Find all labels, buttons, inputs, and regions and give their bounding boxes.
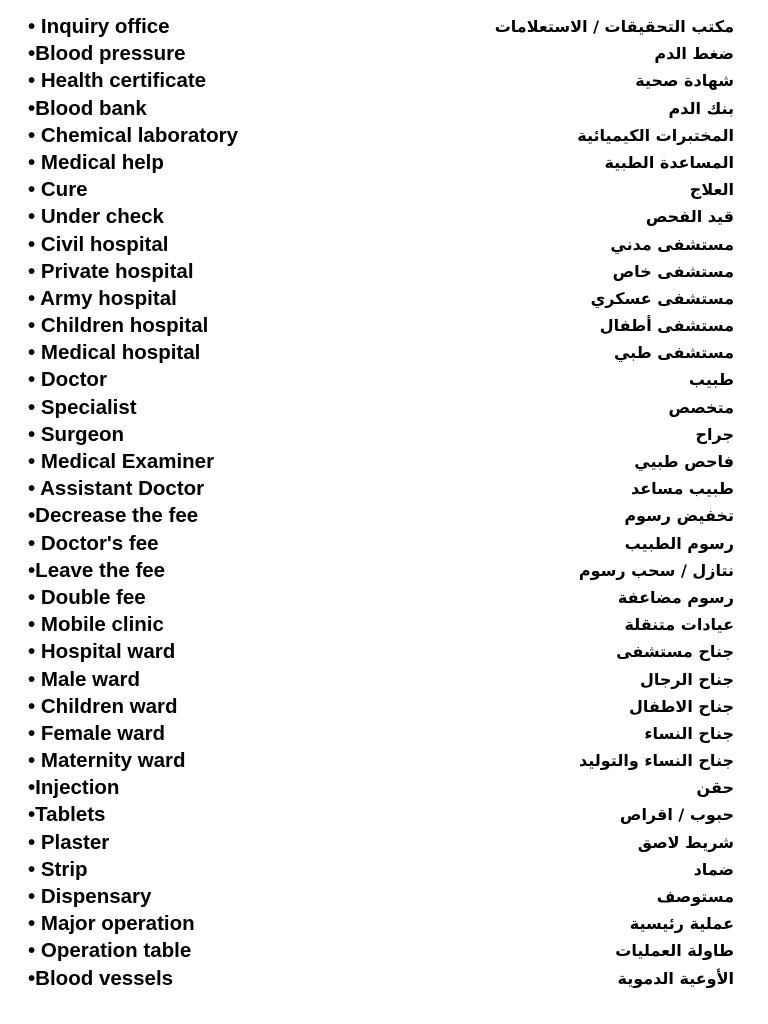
english-term: • Chemical laboratory <box>28 123 238 147</box>
english-term: • Strip <box>28 857 88 881</box>
arabic-term: طبيب مساعد <box>630 479 734 499</box>
english-term: • Inquiry office <box>28 15 170 38</box>
vocabulary-row <box>0 584 768 611</box>
arabic-term: شهادة صحية <box>635 71 734 91</box>
vocabulary-row <box>0 910 768 937</box>
english-term: • Doctor's fee <box>28 531 159 555</box>
arabic-term: نتازل / سحب رسوم <box>578 560 734 580</box>
vocabulary-row <box>0 285 768 312</box>
arabic-term: متخصص <box>668 397 734 417</box>
vocabulary-row <box>0 122 768 149</box>
arabic-term: شريط لاصق <box>637 832 734 852</box>
arabic-term: ضماد <box>693 859 734 879</box>
arabic-term: جناح النساء والتوليد <box>578 751 734 771</box>
vocabulary-row <box>0 965 768 992</box>
arabic-term: مكتب التحقيقات / الاستعلامات <box>494 17 734 36</box>
vocabulary-row <box>0 421 768 448</box>
english-term: • Dispensary <box>28 885 152 908</box>
english-term: • Under check <box>28 205 164 229</box>
english-term: • Surgeon <box>28 422 125 446</box>
vocabulary-row <box>0 67 768 94</box>
vocabulary-row <box>0 203 768 230</box>
vocabulary-row <box>0 231 768 258</box>
vocabulary-row <box>0 720 768 747</box>
arabic-term: جراح <box>695 424 734 444</box>
english-term: • Army hospital <box>28 286 177 310</box>
arabic-term: طبيب <box>688 370 734 390</box>
arabic-term: ضغط الدم <box>654 44 734 64</box>
vocabulary-row <box>0 149 768 176</box>
english-term: •Tablets <box>28 803 106 827</box>
arabic-term: المختبرات الكيميائية <box>577 125 734 145</box>
vocabulary-row <box>0 937 768 964</box>
vocabulary-row <box>0 176 768 203</box>
english-term: • Operation table <box>28 939 192 963</box>
arabic-term: رسوم مضاعفة <box>617 587 734 607</box>
english-term: • Children ward <box>28 694 178 718</box>
vocabulary-row <box>0 611 768 638</box>
vocabulary-row <box>0 339 768 366</box>
english-term: • Major operation <box>28 912 195 936</box>
vocabulary-row <box>0 693 768 720</box>
vocabulary-row <box>0 638 768 665</box>
english-term: •Leave the fee <box>28 558 166 582</box>
arabic-term: عيادات متنقلة <box>624 615 734 635</box>
english-term: •Decrease the fee <box>28 504 199 528</box>
arabic-term: حقن <box>696 778 734 798</box>
english-term: •Blood pressure <box>28 42 186 66</box>
arabic-term: الأوعية الدموية <box>617 968 734 988</box>
arabic-term: مستشفى طبي <box>613 343 734 363</box>
english-term: • Children hospital <box>28 314 209 338</box>
english-term: • Female ward <box>28 721 166 745</box>
vocabulary-row <box>0 747 768 774</box>
vocabulary-row <box>0 530 768 557</box>
vocabulary-row <box>0 502 768 529</box>
vocabulary-row <box>0 883 768 910</box>
arabic-term: جناح مستشفى <box>616 642 734 662</box>
english-term: •Blood bank <box>28 96 147 120</box>
english-term: • Maternity ward <box>28 749 186 773</box>
vocabulary-row <box>0 856 768 883</box>
arabic-term: مستشفى أطفال <box>599 316 734 336</box>
vocabulary-row <box>0 557 768 584</box>
arabic-term: جناح الاطفال <box>628 696 734 716</box>
english-term: •Injection <box>28 776 120 800</box>
vocabulary-row <box>0 666 768 693</box>
vocabulary-row <box>0 366 768 393</box>
english-term: • Private hospital <box>28 259 194 283</box>
english-term: • Medical hospital <box>28 341 201 365</box>
arabic-term: المساعدة الطبية <box>604 152 734 172</box>
english-term: • Mobile clinic <box>28 613 164 637</box>
arabic-term: فاحص طبيي <box>634 452 734 471</box>
english-term: •Blood vessels <box>28 966 174 990</box>
arabic-term: تخفيض رسوم <box>624 506 734 526</box>
english-term: • Male ward <box>28 667 140 691</box>
arabic-term: طاولة العمليات <box>615 941 734 961</box>
arabic-term: حبوب / اقراص <box>619 805 734 825</box>
english-term: • Medical Examiner <box>28 450 215 473</box>
english-term: • Cure <box>28 178 88 202</box>
english-term: • Plaster <box>28 830 110 854</box>
vocabulary-list <box>0 13 768 992</box>
arabic-term: العلاج <box>689 180 734 200</box>
vocabulary-row <box>0 13 768 40</box>
vocabulary-row <box>0 40 768 67</box>
arabic-term: قيد الفحص <box>645 207 734 227</box>
arabic-term: مستشفى خاص <box>612 261 734 281</box>
vocabulary-row <box>0 95 768 122</box>
english-term: • Civil hospital <box>28 232 169 256</box>
arabic-term: مستوصف <box>656 887 734 906</box>
vocabulary-row <box>0 448 768 475</box>
vocabulary-row <box>0 801 768 828</box>
english-term: • Hospital ward <box>28 640 176 664</box>
vocabulary-row <box>0 394 768 421</box>
arabic-term: رسوم الطبيب <box>624 533 734 553</box>
english-term: • Medical help <box>28 150 164 174</box>
english-term: • Health certificate <box>28 69 207 93</box>
arabic-term: جناح النساء <box>644 723 734 743</box>
arabic-term: جناح الرجال <box>639 669 734 689</box>
arabic-term: عملية رئيسية <box>629 914 734 934</box>
arabic-term: مستشفى مدني <box>610 234 734 254</box>
english-term: • Assistant Doctor <box>28 477 205 501</box>
english-term: • Double fee <box>28 585 146 609</box>
vocabulary-row <box>0 774 768 801</box>
vocabulary-row <box>0 312 768 339</box>
english-term: • Doctor <box>28 368 107 392</box>
vocabulary-row <box>0 475 768 502</box>
vocabulary-row <box>0 829 768 856</box>
arabic-term: بنك الدم <box>668 98 734 118</box>
vocabulary-row <box>0 258 768 285</box>
arabic-term: مستشفى عسكري <box>590 288 734 308</box>
english-term: • Specialist <box>28 395 137 419</box>
